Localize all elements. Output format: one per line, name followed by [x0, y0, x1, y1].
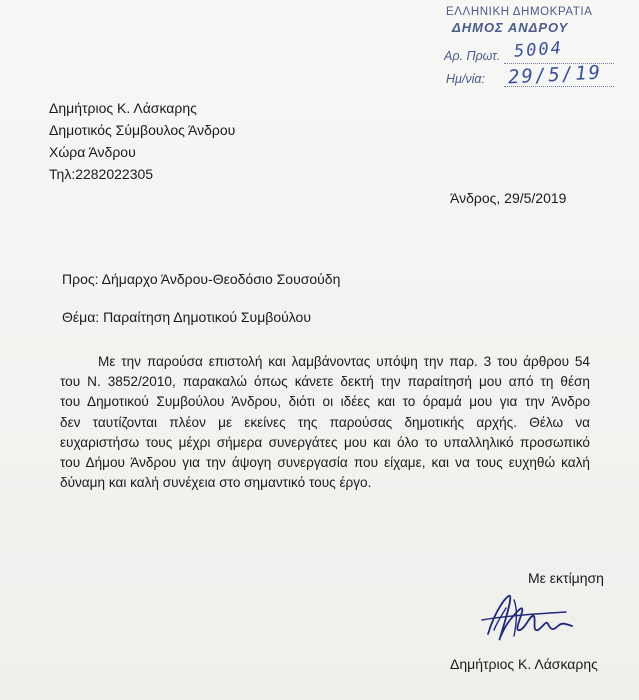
stamp-date-label: Ημ/νία:	[446, 72, 485, 86]
recipient-line: Προς: Δήμαρχο Άνδρου-Θεοδόσιο Σουσούδη	[62, 271, 341, 287]
sender-block	[49, 97, 235, 185]
stamp-municipality: ΔΗΜΟΣ ΑΝΔΡΟΥ	[452, 20, 569, 35]
body-line: δεν ταυτίζονται πλέον με εκείνες της παρούσας δημοτικής αρχής. Θέλω να	[60, 414, 590, 430]
letter-body	[60, 352, 590, 493]
sender-phone: Τηλ:2282022305	[49, 166, 154, 182]
body-line: του Δήμου Άνδρου για την άψογη συνεργασία που είχαμε, και να τους ευχηθώ καλή	[60, 455, 590, 471]
stamp-protocol-label: Αρ. Πρωτ.	[444, 49, 501, 63]
handwritten-signature	[474, 590, 579, 645]
body-line: Με την παρούσα επιστολή και λαμβάνοντας υπόψη την παρ. 3 του άρθρου 54	[98, 354, 590, 369]
closing-phrase: Με εκτίμηση	[528, 570, 604, 586]
place-date: Άνδρος, 29/5/2019	[450, 190, 567, 206]
stamp-protocol-number: 5004	[513, 38, 564, 62]
protocol-stamp	[420, 4, 632, 96]
body-line: του Ν. 3852/2010, παρακαλώ όπως κάνετε δεκτή την παραίτησή μου από τη θέση	[60, 374, 590, 390]
body-line: του Δημοτικού Συμβούλου Άνδρου, διότι οι ιδέες και το όραμά μου για την Άνδρο	[60, 394, 590, 410]
stamp-date-value: 29/5/19	[507, 61, 603, 89]
sender-location: Χώρα Άνδρου	[49, 144, 136, 160]
signer-name: Δημήτριος Κ. Λάσκαρης	[450, 656, 598, 672]
subject-line: Θέμα: Παραίτηση Δημοτικού Συμβούλου	[62, 309, 311, 325]
sender-name: Δημήτριος Κ. Λάσκαρης	[49, 100, 197, 116]
stamp-country: ΕΛΛΗΝΙΚΗ ΔΗΜΟΚΡΑΤΙΑ	[446, 6, 593, 18]
body-line: ευχαριστήσω τους μέχρι σήμερα συνεργάτες μου και όλο το υπαλληλικό προσωπικό	[60, 434, 590, 450]
body-line: δύναμη και καλή συνέχεια στο σημαντικό τους έργο.	[60, 475, 372, 491]
sender-role: Δημοτικός Σύμβουλος Άνδρου	[49, 122, 236, 138]
